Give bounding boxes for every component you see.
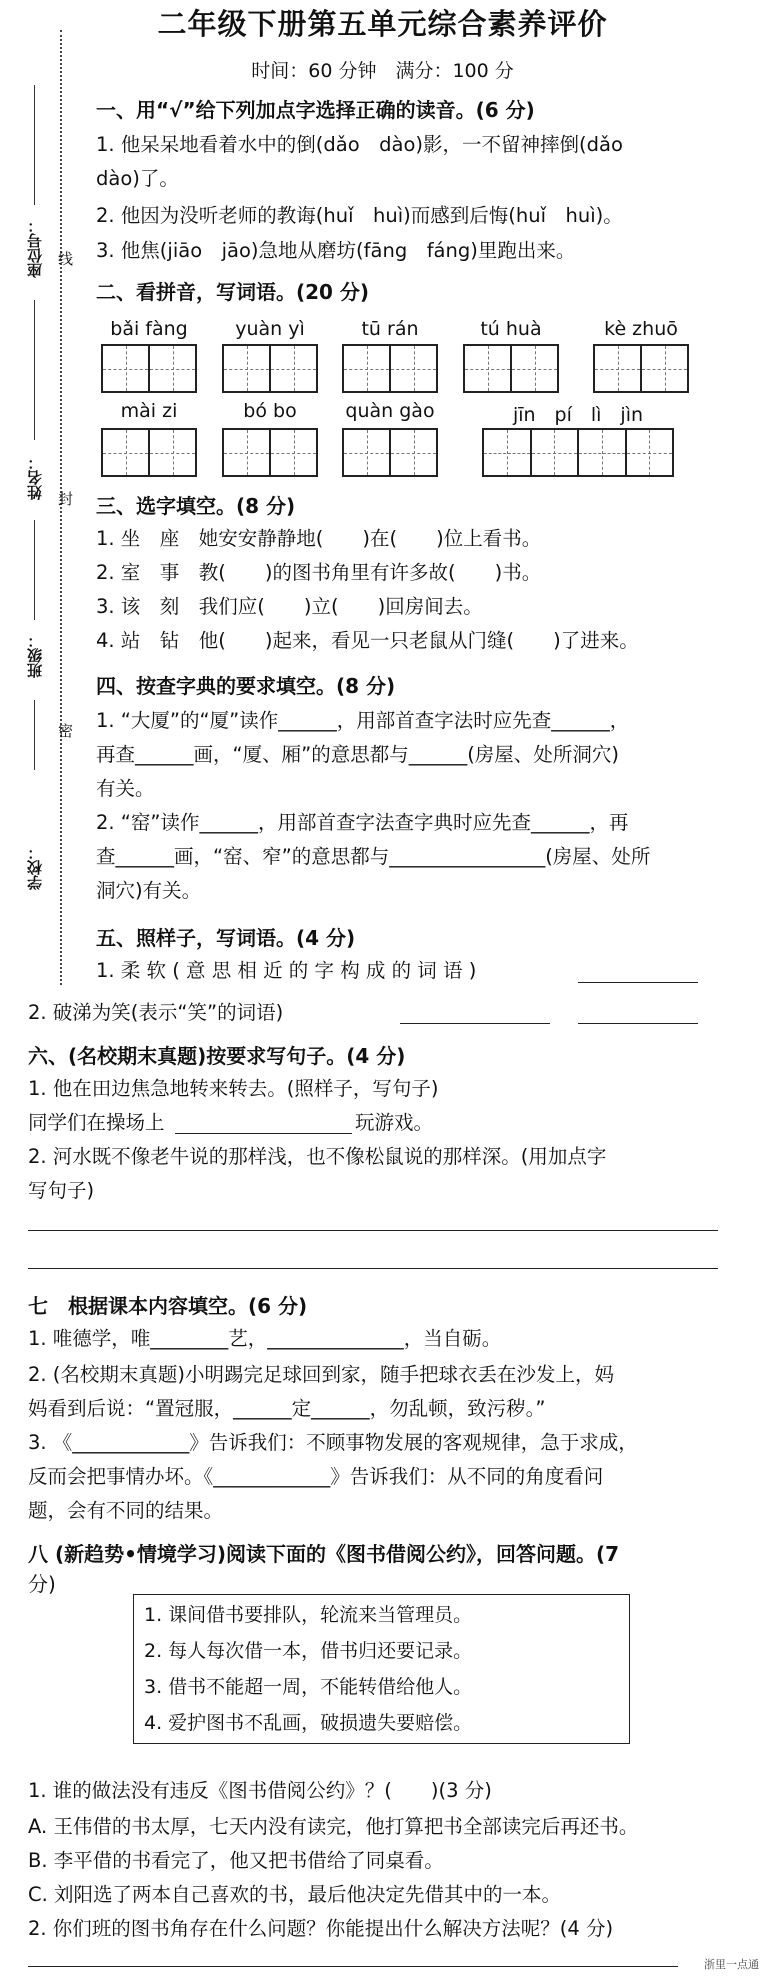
section-4-heading: 四、按查字典的要求填空。(8 分) [96,674,396,698]
s3-line-4: 4. 站 钻 他( )起来，看见一只老鼠从门缝( )了进来。 [96,629,639,652]
page-title: 二年级下册第五单元综合素养评价 [157,7,608,41]
seat-number-label: 座位号： [26,218,44,278]
section-7-heading: 七 根据课本内容填空。(6 分) [28,1294,308,1318]
section-2-heading: 二、看拼音，写词语。(20 分) [96,280,370,304]
s4-line-1: 1. “大厦”的“厦”读作______，用部首查字法时应先查______， [96,709,630,732]
s3-line-2: 2. 室 事 教( )的图书角里有许多故( )书。 [96,561,542,584]
s3-line-1: 1. 坐 座 她安安静静地( )在( )位上看书。 [96,527,542,550]
margin-line-4 [34,700,35,770]
pinyin-4: tú huà [480,318,542,340]
s6-answer-line-3[interactable] [28,1268,718,1269]
pinyin-1: bǎi fàng [110,318,188,340]
binding-char-mi: 密 [58,722,74,740]
s1-line-4: 3. 他焦(jiāo jāo)急地从磨坊(fāng fáng)里跑出来。 [96,239,576,262]
pinyin-2: yuàn yì [235,318,305,340]
pinyin-9: jīn pí lì jìn [512,404,644,426]
s4-line-5: 查______画，“窑、窄”的意思都与________________(房屋、处所 [96,845,651,868]
class-label: 班级： [26,633,44,678]
s8-option-b[interactable]: B. 李平借的书看完了，他又把书借给了同桌看。 [28,1849,444,1872]
pinyin-3: tū rán [361,318,419,340]
binding-char-feng: 封 [58,490,74,508]
s3-line-3: 3. 该 刻 我们应( )立( )回房间去。 [96,595,483,618]
pinyin-8: quàn gào [345,400,435,422]
s5-answer-line-1[interactable] [578,982,698,983]
pinyin-6: mài zi [120,400,178,422]
watermark: 浙里一点通 [704,1958,759,1971]
s6-answer-line-1[interactable] [175,1133,352,1134]
margin-line-3 [34,520,35,620]
writing-grid-6[interactable] [101,428,197,477]
section-5-heading: 五、照样子，写词语。(4 分) [96,926,356,950]
rule-4: 4. 爱护图书不乱画，破损遗失要赔偿。 [144,1712,473,1734]
s4-line-4: 2. “窑”读作______，用部首查字法查字典时应先查______，再 [96,811,629,834]
s8-option-a[interactable]: A. 王伟借的书太厚，七天内没有读完，他打算把书全部读完后再还书。 [28,1815,639,1838]
section-6-heading: 六、(名校期末真题)按要求写句子。(4 分) [28,1044,406,1068]
section-3-heading: 三、选字填空。(8 分) [96,494,296,518]
margin-line-2 [34,300,35,440]
s1-line-2: dào)了。 [96,167,179,190]
school-label: 学校： [26,845,44,890]
s6-line-2a: 同学们在操场上 [28,1111,165,1134]
s6-line-3: 2. 河水既不像老牛说的那样浅，也不像松鼠说的那样深。(用加点字 [28,1145,607,1168]
library-rules-box [133,1594,630,1744]
s5-line-1: 1. 柔 软 ( 意 思 相 近 的 字 构 成 的 词 语 ) [96,959,477,982]
s6-line-2b: 玩游戏。 [355,1111,434,1134]
section-8-heading: 八 (新趋势•情境学习)阅读下面的《图书借阅公约》，回答问题。(7 [28,1542,620,1566]
writing-grid-1[interactable] [101,344,197,393]
writing-grid-4[interactable] [463,344,559,393]
s7-line-2: 2. (名校期末真题)小明踢完足球回到家，随手把球衣丢在沙发上，妈 [28,1363,615,1386]
s7-line-6: 题，会有不同的结果。 [28,1499,224,1522]
s6-answer-line-2[interactable] [28,1230,718,1231]
writing-grid-9[interactable] [482,428,674,477]
s5-answer-line-3[interactable] [578,1023,698,1024]
writing-grid-8[interactable] [342,428,438,477]
s4-line-3: 有关。 [96,777,155,800]
writing-grid-2[interactable] [222,344,318,393]
s8-option-c[interactable]: C. 刘阳选了两本自己喜欢的书，最后他决定先借其中的一本。 [28,1883,562,1906]
s5-line-2: 2. 破涕为笑(表示“笑”的词语) [28,1001,284,1024]
s7-line-1: 1. 唯德学，唯________艺，______________，当自砺。 [28,1327,502,1350]
section-1-heading: 一、用“√”给下列加点字选择正确的读音。(6 分) [96,98,535,122]
writing-grid-7[interactable] [222,428,318,477]
pinyin-5: kè zhuō [604,318,678,340]
s8-answer-line[interactable] [28,1966,678,1967]
s5-answer-line-2[interactable] [400,1023,550,1024]
s7-line-5: 反而会把事情办坏。《____________》告诉我们：从不同的角度看问 [28,1465,604,1488]
s6-line-4: 写句子) [28,1179,95,1202]
pinyin-7: bó bo [243,400,297,422]
s4-line-6: 洞穴)有关。 [96,879,202,902]
exam-meta: 时间：60 分钟 满分：100 分 [251,60,514,82]
writing-grid-3[interactable] [342,344,438,393]
s4-line-2: 再查______画，“厦、厢”的意思都与______(房屋、处所洞穴) [96,743,619,766]
s7-line-3: 妈看到后说：“置冠服，______定______，勿乱顿，致污秽。” [28,1397,546,1420]
section-8-heading-cont: 分) [28,1572,56,1596]
rule-1: 1. 课间借书要排队，轮流来当管理员。 [144,1604,473,1626]
s8-question-2: 2. 你们班的图书角存在什么问题？你能提出什么解决方法呢？(4 分) [28,1917,614,1940]
name-label: 姓名： [26,455,44,500]
binding-char-xian: 线 [58,250,74,268]
s1-line-1: 1. 他呆呆地看着水中的倒(dǎo dào)影，一不留神摔倒(dǎo [96,133,623,156]
rule-2: 2. 每人每次借一本，借书归还要记录。 [144,1640,473,1662]
s7-line-4: 3. 《____________》告诉我们：不顾事物发展的客观规律，急于求成， [28,1431,638,1454]
s1-line-3: 2. 他因为没听老师的教诲(huǐ huì)而感到后悔(huǐ huì)。 [96,204,623,227]
rule-3: 3. 借书不能超一周，不能转借给他人。 [144,1676,473,1698]
s6-line-1: 1. 他在田边焦急地转来转去。(照样子，写句子) [28,1077,439,1100]
margin-line-1 [34,85,35,205]
s8-question-1: 1. 谁的做法没有违反《图书借阅公约》？( )(3 分) [28,1779,492,1802]
writing-grid-5[interactable] [593,344,689,393]
